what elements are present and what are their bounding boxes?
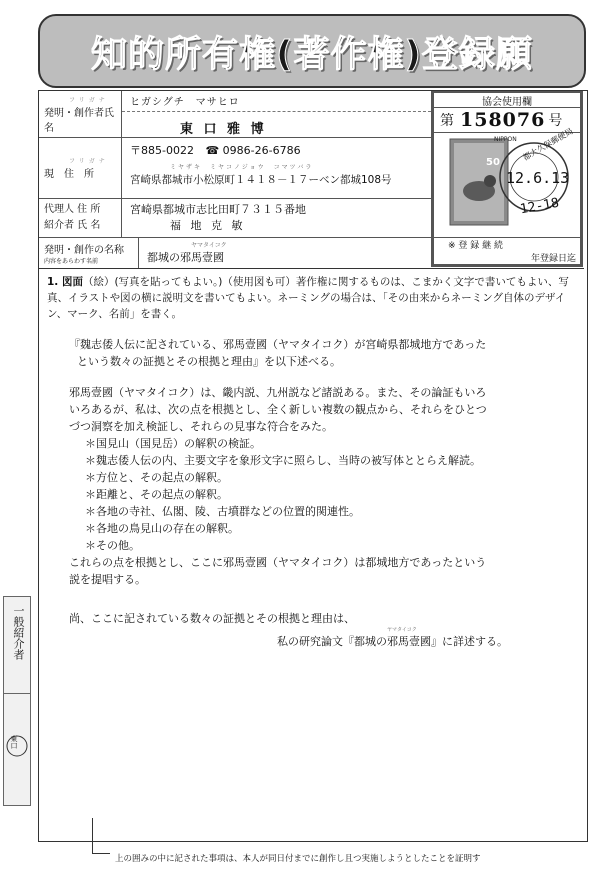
- paragraph-1-line-3: づつ洞察を加え検証し、それらの見事な符合をみた。: [69, 420, 333, 433]
- work-label-cell: [39, 238, 139, 268]
- section-heading: 1. 図面: [47, 276, 83, 288]
- stamp-country: NIPPON: [494, 136, 517, 143]
- agent-value-cell: [122, 199, 431, 237]
- postmark-time: 12-18: [518, 195, 561, 218]
- title-banner: [38, 14, 586, 88]
- number-prefix: 第: [440, 113, 454, 129]
- year-date-label: 年登録日迄: [530, 254, 576, 264]
- section-instruction: （絵）(写真を貼ってもよい。)（使用図も可）著作権に関するものは、こまかく文字で書いてもよい、写真、イラストや図の横に説明文を書いてもよい。ネーミングの場合は、「その由来からネーミング自体のデザイン、マーク、名前」を書く。: [47, 276, 569, 320]
- work-title-kana: ヤマタイコク: [191, 242, 227, 249]
- conclusion-line-2: 説を提唱する。: [69, 573, 146, 586]
- postal-code: 〒885-0022: [130, 144, 194, 157]
- introducer-label: 紹介者 氏 名: [44, 220, 101, 231]
- address-row: [39, 138, 431, 199]
- seal-text: 東口: [10, 735, 18, 749]
- postmark-date: 12.6.13: [506, 169, 570, 187]
- work-value-cell: [139, 238, 431, 268]
- association-use-panel: [431, 91, 583, 267]
- evidence-item: ＊国見山（国見岳）の解釈の検証。: [85, 437, 261, 450]
- registration-number-cell: [434, 108, 580, 133]
- furigana-label-2: フリガナ: [69, 158, 109, 165]
- agent-label-cell: [39, 199, 122, 237]
- footer-note: 上の囲みの中に記された事項は、本人が同日付までに創作し且つ実施しようとしたことを証明す: [115, 854, 481, 864]
- intro-line-1: 『魏志倭人伝に記されている、邪馬壹國（ヤマタイコク）が宮崎県都城地方であった: [69, 338, 487, 351]
- address-text: 宮崎県都城市小松原町１４１８－１７ーベン都城108号: [130, 174, 392, 186]
- footnote-arrow-vertical: [92, 818, 93, 854]
- agent-name: 福 地 克 敏: [170, 219, 246, 232]
- evidence-item: ＊距離と、その起点の解釈。: [85, 488, 228, 501]
- section-1-body: [47, 274, 577, 650]
- address-label-cell: [39, 138, 122, 198]
- intro-line-2: という数々の証拠とその根拠と理由』を以下述べる。: [77, 355, 341, 368]
- section-divider: [39, 268, 584, 269]
- address-label: 現 住 所: [44, 169, 94, 180]
- furigana-label: フリガナ: [69, 96, 109, 104]
- work-title: 都城の邪馬壹國: [147, 251, 224, 264]
- evidence-item: ＊各地の寺社、仏閣、陵、古墳群などの位置的関連性。: [85, 505, 360, 518]
- registration-number: 158076: [460, 109, 546, 131]
- document-title: 知的所有権(著作権)登録願: [91, 33, 533, 75]
- number-suffix: 号: [548, 113, 563, 129]
- general-introducer-label: 一般紹介者: [12, 605, 25, 660]
- general-introducer-box: [3, 596, 31, 806]
- work-sublabel: 内容をあらわす名前: [44, 258, 99, 265]
- author-row: [39, 91, 431, 138]
- continuation-label: ※ 登 録 継 続: [448, 241, 503, 251]
- agent-label: 代理人 住 所: [44, 204, 101, 215]
- footnote-arrow-horizontal: [92, 853, 110, 854]
- evidence-list: [47, 435, 577, 554]
- work-title-row: [39, 238, 431, 269]
- address-value-cell: [122, 138, 431, 198]
- author-label-cell: [39, 91, 122, 137]
- stamp-value: 50: [486, 157, 500, 168]
- phone-number: ☎ 0986-26-6786: [205, 144, 301, 157]
- address-kana: ミヤザキ ミヤコノジョウ コマツバラ: [170, 164, 314, 171]
- author-value-cell: [122, 91, 431, 137]
- author-kana: ヒガシグチ マサヒロ: [130, 97, 240, 108]
- agent-address: 宮崎県都城市志比田町７３１５番地: [130, 203, 306, 216]
- agent-row: [39, 199, 431, 238]
- conclusion-line-1: これらの点を根拠とし、ここに邪馬壹國（ヤマタイコク）は都城地方であったという: [69, 556, 487, 569]
- final-kana: ヤマタイコク: [387, 627, 417, 633]
- final-line-1: 尚、ここに記されている数々の証拠とその根拠と理由は、: [69, 612, 355, 625]
- evidence-item: ＊方位と、その起点の解釈。: [85, 471, 228, 484]
- postmark-office: 都大久保郵便局: [521, 126, 575, 163]
- paragraph-1-line-2: いろあるが、私は、次の点を根拠とし、全く新しい複数の観点から、それらをひとつ: [69, 403, 487, 416]
- paragraph-1-line-1: 邪馬壹國（ヤマタイコク）は、畿内説、九州説など諸説ある。また、その論証もいろ: [69, 386, 487, 399]
- final-line-2: 私の研究論文『都城の邪馬壹國』に詳述する。: [277, 635, 508, 648]
- evidence-item: ＊魏志倭人伝の内、主要文字を象形文字に照らし、当時の被写体ととらえ解読。: [85, 454, 481, 467]
- evidence-item: ＊その他。: [85, 539, 140, 552]
- evidence-item: ＊各地の鳥見山の存在の解釈。: [85, 522, 239, 535]
- registration-form: [38, 90, 588, 842]
- association-use-header: 協会使用欄: [434, 93, 580, 108]
- work-label: 発明・創作の名称: [44, 245, 124, 256]
- author-name: 東 口 雅 博: [180, 122, 267, 137]
- author-label: 発明・創作者氏名: [44, 107, 114, 134]
- postage-stamp-area: [434, 126, 580, 238]
